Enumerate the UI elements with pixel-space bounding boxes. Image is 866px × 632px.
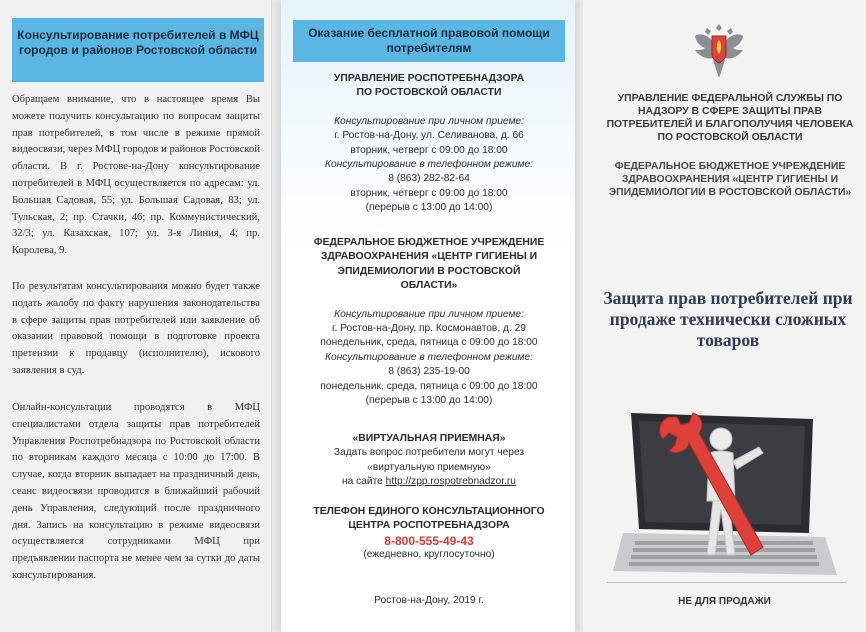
hotline-title: ТЕЛЕФОН ЕДИНОГО КОНСУЛЬТАЦИОННОГО ЦЕНТРА РОСПОТРЕБНАДЗОРА: [313, 506, 545, 532]
panel-cover: [583, 0, 866, 632]
org2-address: г. Ростов-на-Дону, пр. Космонавтов, д. 29: [332, 323, 526, 335]
panel2-banner: Оказание бесплатной правовой помощи потребителям: [293, 20, 565, 62]
virtual-line2: «виртуальную приемную»: [367, 461, 491, 473]
virtual-reception-block: [291, 432, 567, 490]
panel1-paragraph-3: Онлайн-консультации проводятся в МФЦ специалистами отдела защиты прав потребителей Управления Роспотребнадзора по Ростовской области по вторникам каждого месяца с 10:00 до 17:00. В случае, когда вторник выпадает на праздничный день, сеанс видеосвязи проводится в ближайший рабочий день Управления, следующий после праздничного дня. Запись на консультацию в режиме видеосвязи осуществляется сотрудниками МФЦ при предъявлении паспорта не менее чем за сутки до даты консультирования.: [12, 402, 260, 581]
hotline-note: (ежедневно, круглосуточно): [363, 549, 495, 561]
org1-block: [291, 72, 567, 216]
org2-phone-label: Консультирование в телефонном режиме:: [325, 351, 533, 363]
org1-break: (перерыв с 13:00 до 14:00): [365, 202, 493, 214]
org2-personal-label: Консультирование при личном приеме:: [334, 308, 524, 320]
cover-divider: [607, 582, 847, 583]
org2-phone: 8 (863) 235-19-00: [388, 366, 470, 378]
hotline-phone: 8-800-555-49-43: [384, 533, 474, 548]
virtual-line3: [291, 475, 567, 489]
org2-block: [291, 236, 567, 408]
org1-phone-label: Консультирование в телефонном режиме:: [325, 159, 533, 171]
double-headed-eagle-emblem-icon: [691, 20, 747, 82]
org1-phone-hours: вторник, четверг с 09:00 до 18:00: [350, 187, 508, 199]
virtual-title: «ВИРТУАЛЬНАЯ ПРИЕМНАЯ»: [352, 433, 506, 444]
panel1-paragraph-2: По результатам консультирования можно будет также подать жалобу по факту нарушения законодательства в сфере защиты прав потребителей или заявление об оказании правовой помощи в подготовке проекта претензии к продавцу (исполнителю), искового заявления в суд.: [12, 281, 260, 376]
laptop-with-wrench-figure-icon: [613, 405, 839, 585]
virtual-line3-prefix: на сайте: [342, 476, 386, 488]
panel-free-legal-help: [281, 0, 575, 632]
cover-header-fbuz: ФЕДЕРАЛЬНОЕ БЮДЖЕТНОЕ УЧРЕЖДЕНИЕ ЗДРАВООХРАНЕНИЯ «ЦЕНТР ГИГИЕНЫ И ЭПИДЕМИОЛОГИИ В РОСТОВСКОЙ ОБЛАСТИ»: [608, 161, 852, 198]
virtual-line1: Задать вопрос потребители могут через: [333, 447, 525, 459]
org1-personal-hours: вторник, четверг с 09:00 до 18:00: [350, 144, 508, 156]
org1-title: УПРАВЛЕНИЕ РОСПОТРЕБНАДЗОРА ПО РОСТОВСКОЙ ОБЛАСТИ: [333, 73, 525, 99]
org1-address: г. Ростов-на-Дону, ул. Селиванова, д. 66: [334, 130, 524, 142]
cover-not-for-sale: НЕ ДЛЯ ПРОДАЖИ: [678, 596, 771, 607]
cover-header-rospotrebnadzor: УПРАВЛЕНИЕ ФЕДЕРАЛЬНОЙ СЛУЖБЫ ПО НАДЗОРУ В СФЕРЕ ЗАЩИТЫ ПРАВ ПОТРЕБИТЕЛЕЙ И БЛАГОПОЛУЧИЯ ЧЕЛОВЕКА ПО РОСТОВСКОЙ ОБЛАСТИ: [606, 93, 854, 143]
panel2-footer: Ростов-на-Дону, 2019 г.: [374, 595, 484, 606]
org2-phone-hours: понедельник, среда, пятница с 09:00 до 18:00: [320, 380, 538, 392]
org2-break: (перерыв с 13:00 до 14:00): [365, 395, 493, 407]
virtual-reception-link[interactable]: http://zpp.rospotrebnadzor.ru: [385, 476, 516, 488]
hotline-block: [291, 505, 567, 563]
cover-title: Защита прав потребителей при продаже технически сложных товаров: [603, 288, 853, 350]
org1-personal-label: Консультирование при личном приеме:: [334, 115, 524, 127]
org2-title: ФЕДЕРАЛЬНОЕ БЮДЖЕТНОЕ УЧРЕЖДЕНИЕ ЗДРАВООХРАНЕНИЯ «ЦЕНТР ГИГИЕНЫ И ЭПИДЕМИОЛОГИИ В РОСТОВСКОЙ ОБЛАСТИ»: [313, 237, 545, 292]
panel1-banner: Консультирование потребителей в МФЦ городов и районов Ростовской области: [12, 18, 264, 82]
org2-personal-hours: понедельник, среда, пятница с 09:00 до 18:00: [320, 337, 538, 349]
panel-mfc-consulting: [0, 0, 272, 632]
panel1-paragraph-1: Обращаем внимание, что в настоящее время Вы можете получить консультацию по вопросам защиты прав потребителей, в том числе в режиме прямой видеосвязи, через МФЦ городов и районов Ростовской области. В г. Ростове-на-Дону консультирование потребителей в МФЦ осуществляется по адресам: ул. Большая Садовая, 55; ул. Большая Садовая, 83; ул. Тульская, 2; пр. Стачки, 46; пр. Коммунистический, 32/3; ул. Казахская, 107; ул. 3-я Линия, 4; пр. Королева, 9.: [12, 94, 260, 257]
org1-phone: 8 (863) 282-82-64: [388, 173, 470, 185]
